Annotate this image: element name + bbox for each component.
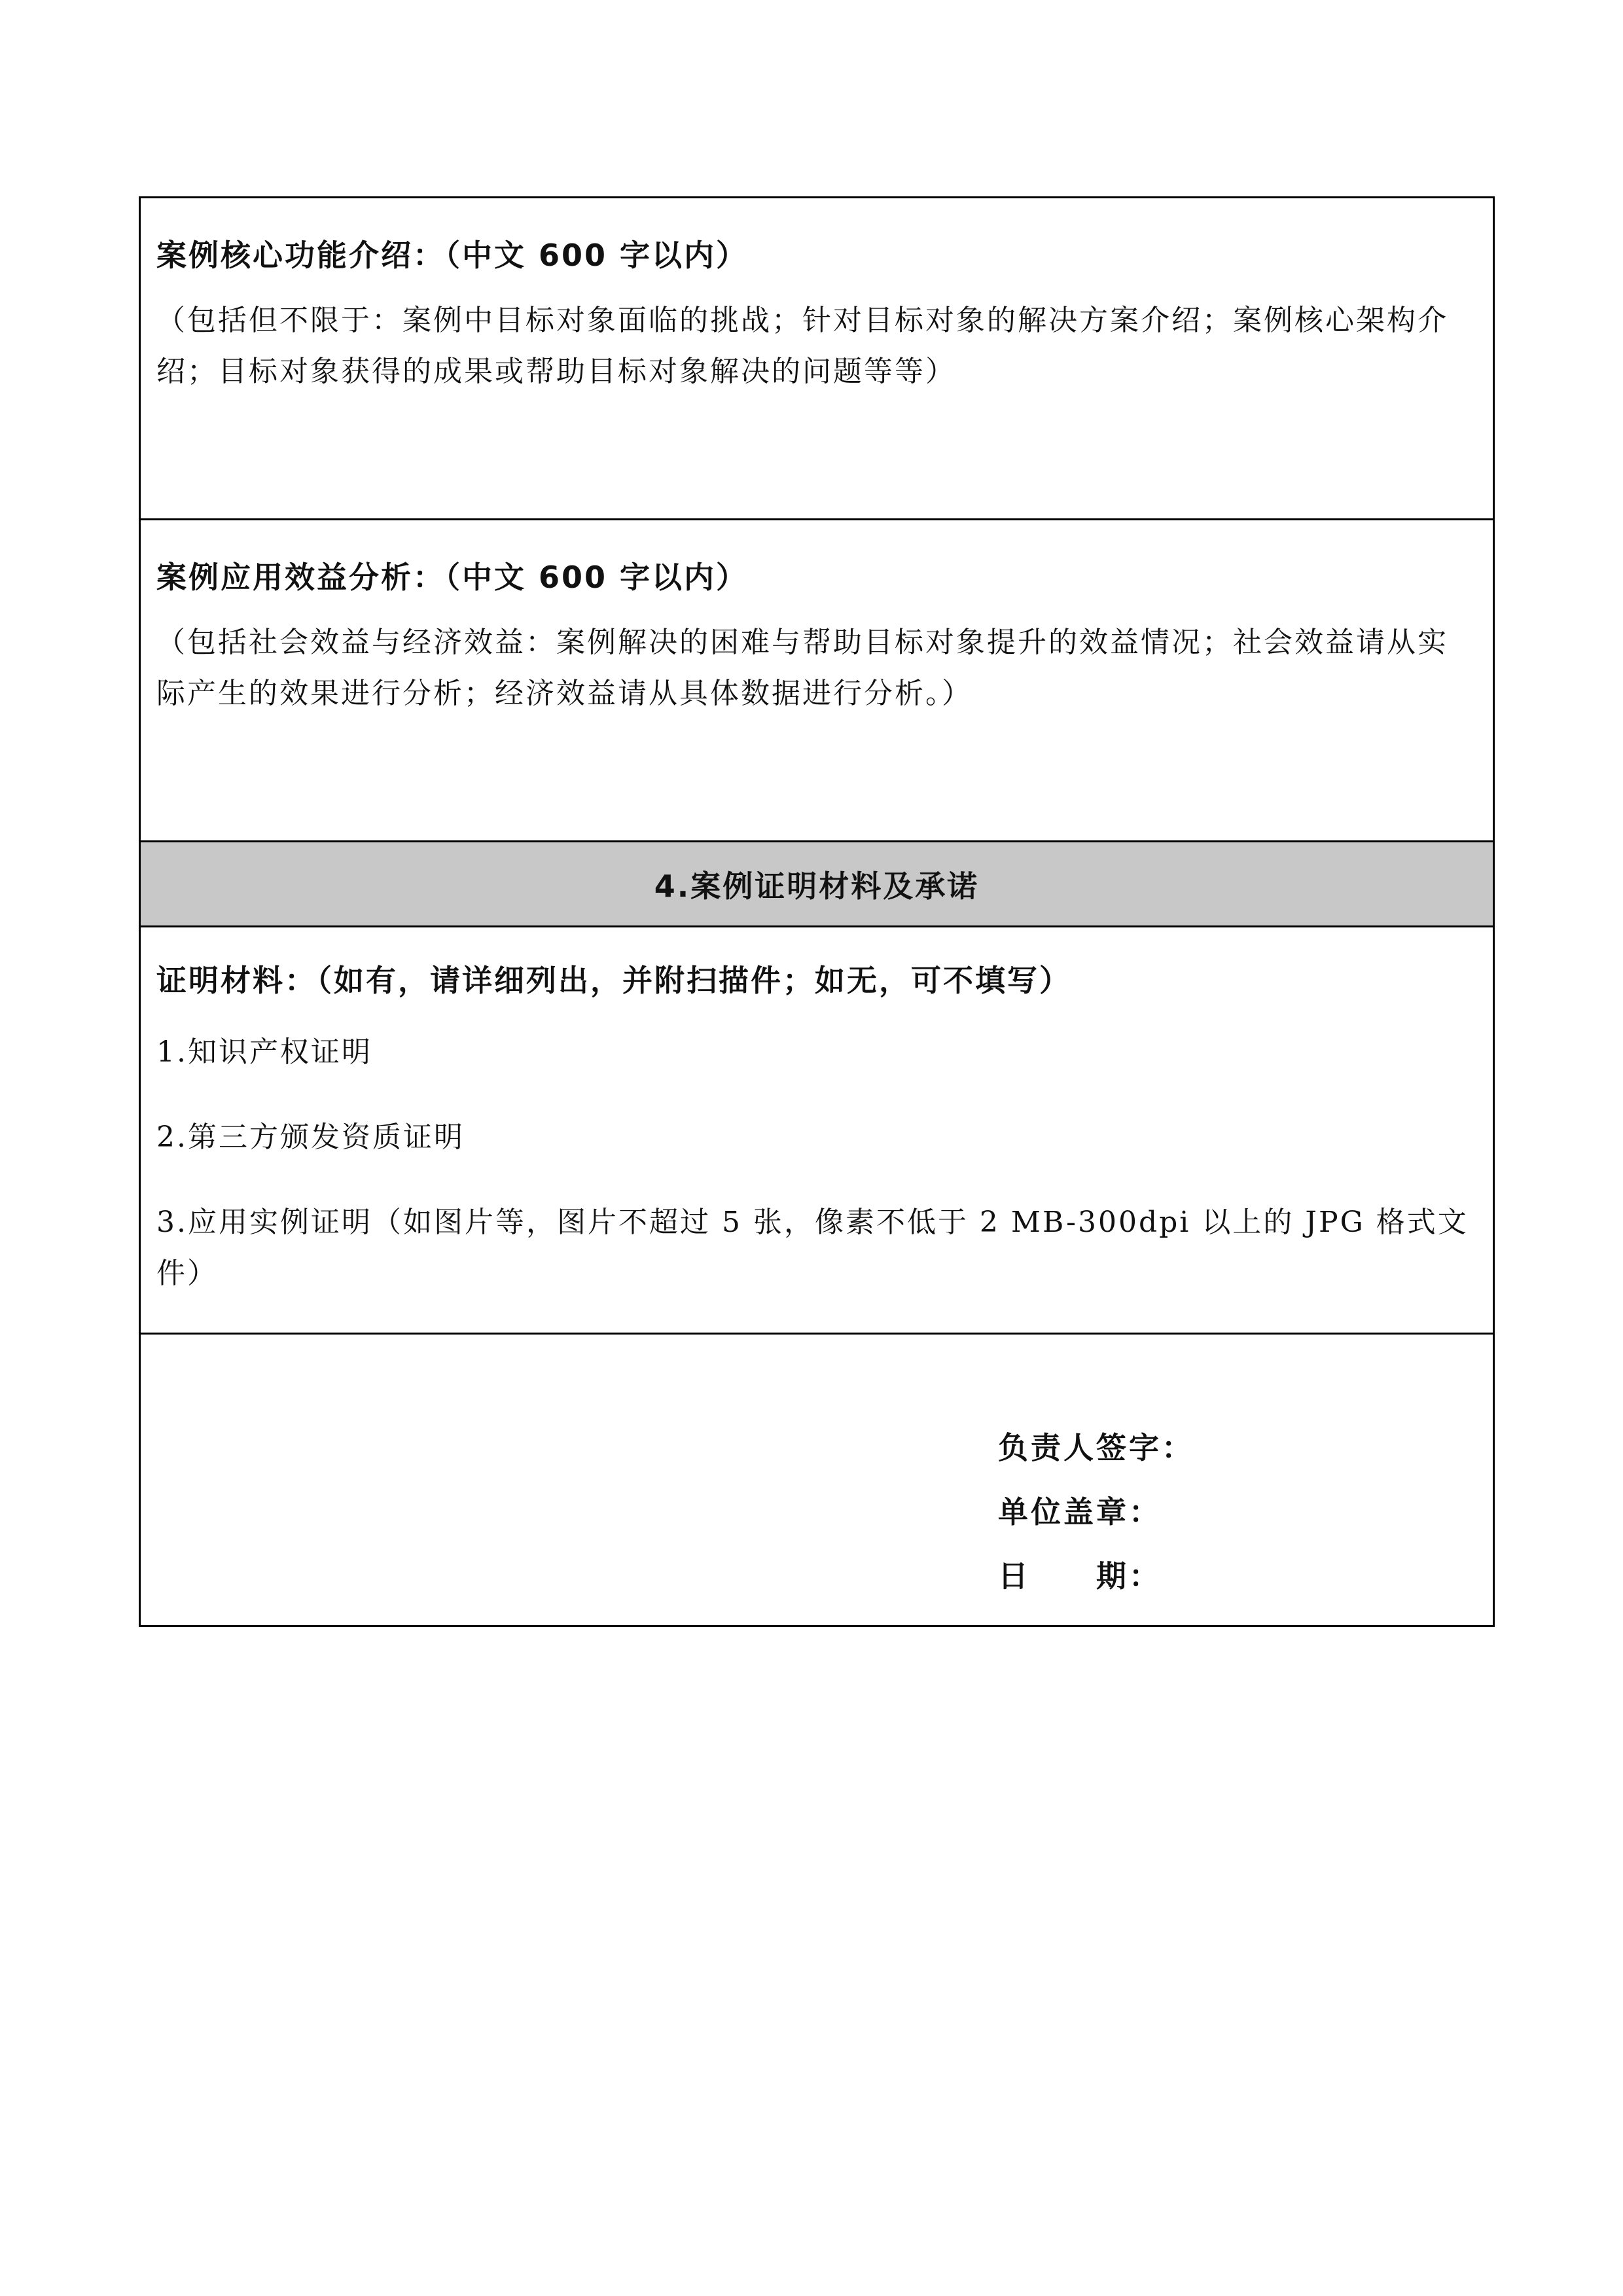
benefit-analysis-description[interactable]: （包括社会效益与经济效益：案例解决的困难与帮助目标对象提升的效益情况；社会效益请从实际产生的效果进行分析；经济效益请从具体数据进行分析。） — [156, 626, 1448, 710]
core-function-description[interactable]: （包括但不限于：案例中目标对象面临的挑战；针对目标对象的解决方案介绍；案例核心架构介绍；目标对象获得的成果或帮助目标对象解决的问题等等） — [156, 304, 1448, 388]
signature-section — [141, 1335, 1493, 1625]
core-function-heading: 案例核心功能介绍：（中文 600 字以内） — [156, 238, 749, 273]
application-form-table — [139, 196, 1495, 1627]
proof-materials-section — [141, 927, 1493, 1335]
core-function-section — [141, 198, 1493, 520]
section4-title: 4.案例证明材料及承诺 — [654, 868, 980, 904]
proof-materials-heading: 证明材料：（如有，请详细列出，并附扫描件；如无，可不填写） — [156, 963, 1071, 998]
benefit-analysis-section — [141, 520, 1493, 842]
proof-item-ip-certificate: 1.知识产权证明 — [156, 1035, 372, 1069]
signer-signature-label[interactable]: 负责人签字： — [998, 1430, 1194, 1465]
date-label[interactable]: 日 期： — [998, 1558, 1162, 1594]
section4-header — [141, 842, 1493, 927]
proof-item-application-example: 3.应用实例证明（如图片等，图片不超过 5 张，像素不低于 2 MB-300dpi 以上的 JPG 格式文件） — [156, 1206, 1469, 1290]
proof-item-qualification-certificate: 2.第三方颁发资质证明 — [156, 1121, 465, 1154]
organization-seal-label[interactable]: 单位盖章： — [998, 1494, 1162, 1530]
signature-block — [998, 1416, 1194, 1608]
benefit-analysis-heading: 案例应用效益分析：（中文 600 字以内） — [156, 560, 749, 595]
proof-materials-list — [156, 1027, 1471, 1299]
